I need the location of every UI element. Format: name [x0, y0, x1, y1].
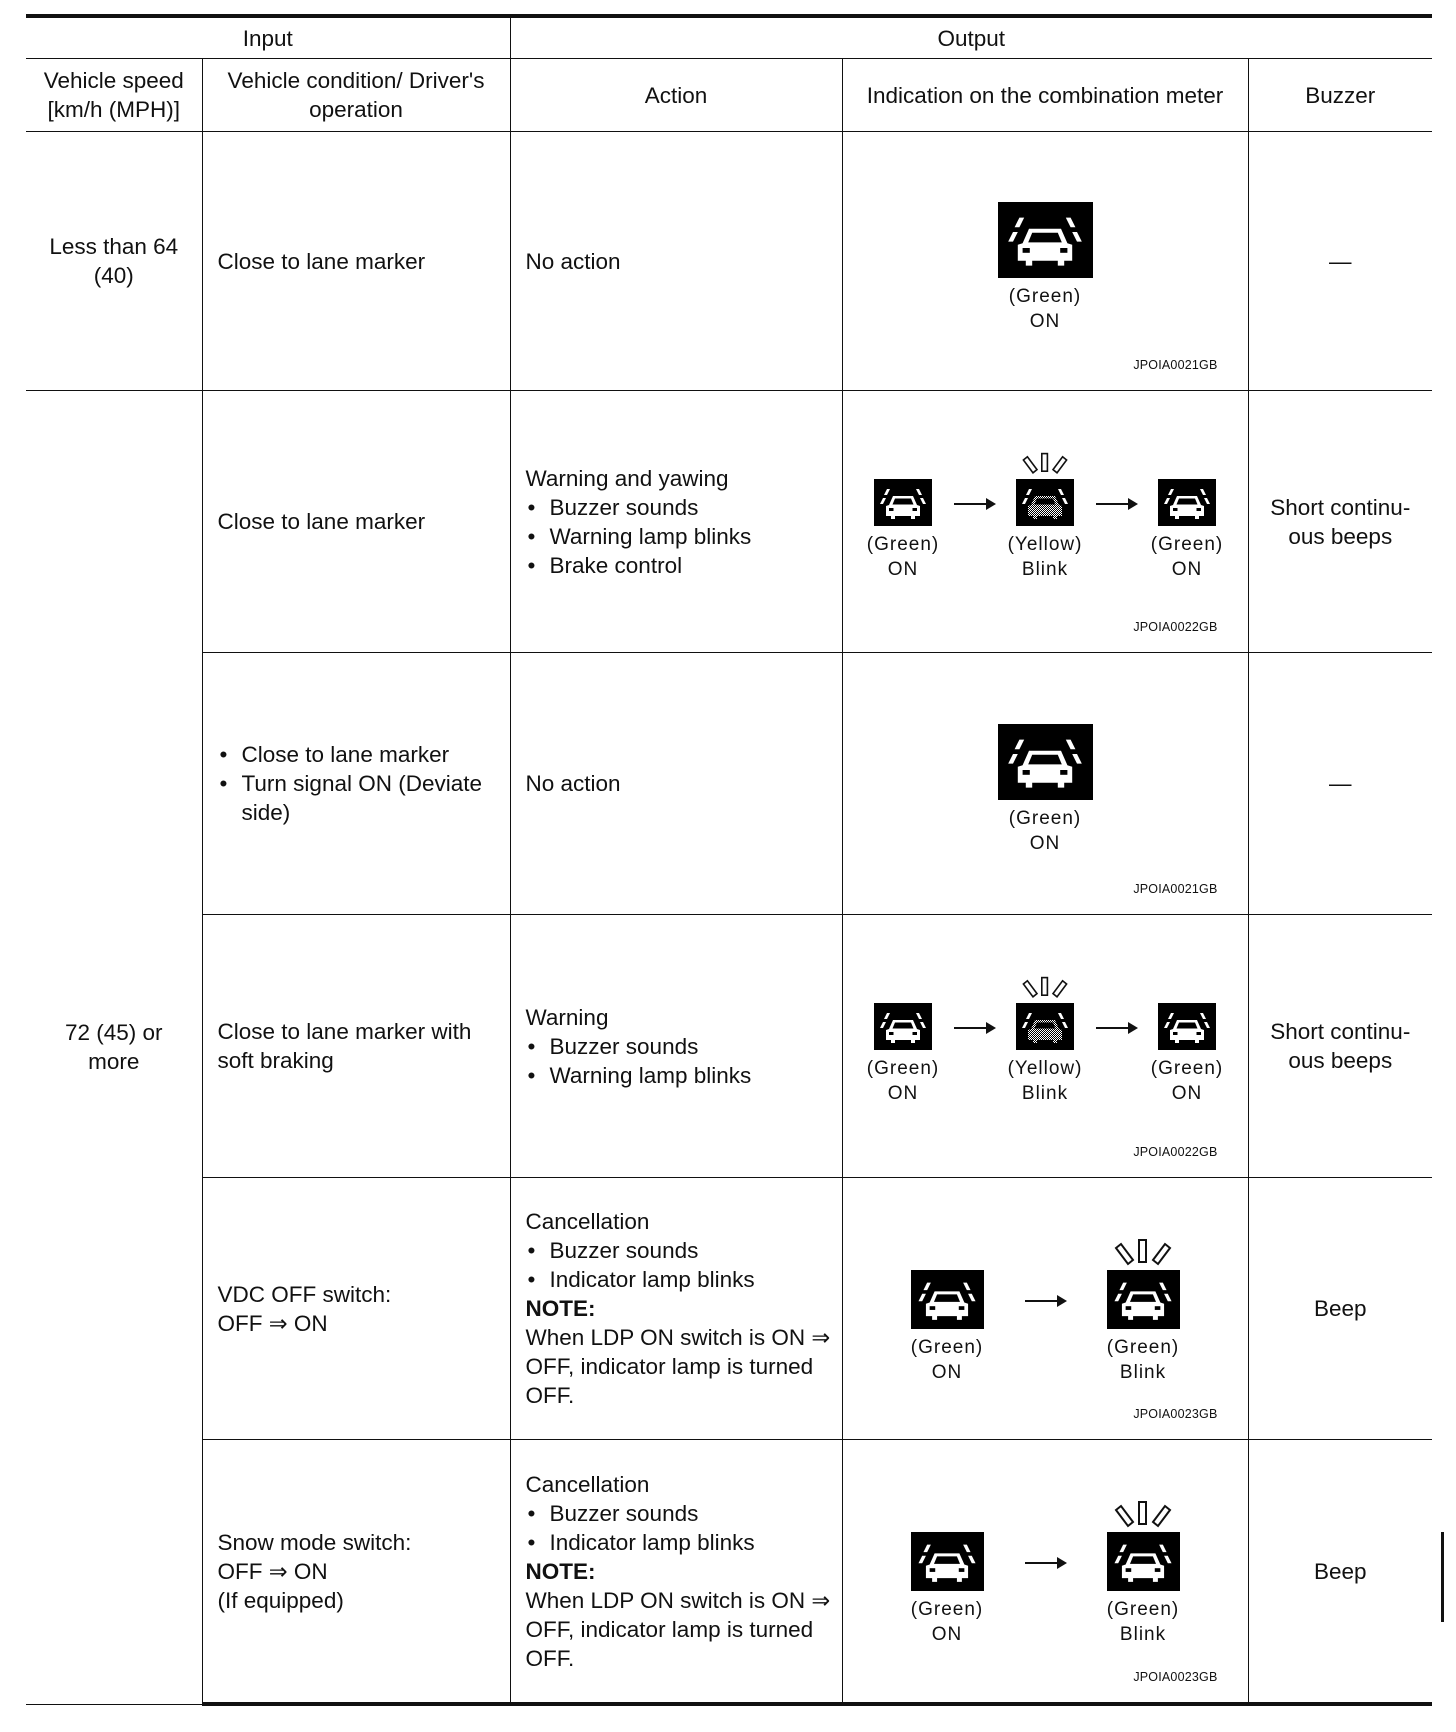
- figure-code: JPOIA0021GB: [1133, 882, 1218, 896]
- indication-cell: [842, 391, 1248, 653]
- note-text: When LDP ON switch is ON ⇒ OFF, indicator lamp is turned OFF.: [525, 1587, 831, 1671]
- indicator-color: (Green): [910, 1337, 984, 1358]
- condition-cell: Close to lane marker with soft braking: [202, 915, 510, 1178]
- lane-departure-indicator-icon: [1107, 1270, 1180, 1329]
- buzzer-cell: Short continu-ous beeps: [1248, 915, 1432, 1178]
- indicator-status: ON: [1029, 311, 1061, 332]
- action-item: • Buzzer sounds: [526, 493, 834, 522]
- buzzer-cell: Short continu-ous beeps: [1248, 391, 1432, 653]
- action-cell: [510, 391, 842, 653]
- figure-code: JPOIA0021GB: [1133, 358, 1218, 372]
- table-row: [26, 653, 1432, 915]
- indicator-color: (Green): [866, 534, 940, 555]
- lane-departure-indicator-icon: [998, 202, 1093, 278]
- indication-cell: [842, 653, 1248, 915]
- header-indication: Indication on the combination meter: [842, 59, 1248, 132]
- indicator-status: Blink: [1021, 559, 1069, 580]
- action-item: • Brake control: [526, 551, 834, 580]
- indicator-color: (Green): [1008, 808, 1082, 829]
- revision-bar: [1441, 1532, 1444, 1622]
- note-text: When LDP ON switch is ON ⇒ OFF, indicator lamp is turned OFF.: [525, 1325, 831, 1408]
- table-row: [26, 391, 1432, 653]
- buzzer-cell: —: [1248, 132, 1432, 391]
- note-label: NOTE:: [525, 1558, 596, 1584]
- indicator-color: (Green): [1150, 1058, 1224, 1079]
- condition-item: • Turn signal ON (Deviate side): [218, 769, 502, 827]
- indicator-color: (Green): [1150, 534, 1224, 555]
- blink-rays-icon: [1021, 975, 1069, 1001]
- header-input: Input: [26, 16, 510, 59]
- buzzer-cell: —: [1248, 653, 1432, 915]
- lane-departure-indicator-icon: [1158, 1003, 1216, 1050]
- buzzer-cell: Beep: [1248, 1440, 1432, 1705]
- indicator-color: (Green): [1106, 1599, 1180, 1620]
- condition-line: Snow mode switch:: [217, 1529, 412, 1555]
- action-item: • Buzzer sounds: [526, 1236, 834, 1265]
- condition-cell: Close to lane marker: [202, 391, 510, 653]
- arrow-right-icon: [1096, 1027, 1136, 1029]
- lane-departure-indicator-icon: [911, 1270, 984, 1329]
- header-vehicle-speed: Vehicle speed [km/h (MPH)]: [26, 59, 202, 132]
- lane-departure-indicator-icon: [1107, 1532, 1180, 1591]
- table-row: [26, 1440, 1432, 1705]
- action-item: • Indicator lamp blinks: [526, 1528, 834, 1557]
- indicator-status: ON: [1171, 1083, 1203, 1104]
- speed-cell: [26, 132, 202, 391]
- lane-departure-indicator-icon: [874, 479, 932, 526]
- table-row: [26, 1178, 1432, 1440]
- condition-cell: [202, 1178, 510, 1440]
- buzzer-cell: Beep: [1248, 1178, 1432, 1440]
- speed-cell: [26, 391, 202, 1705]
- lane-departure-indicator-icon: [874, 1003, 932, 1050]
- note-label: NOTE:: [525, 1296, 596, 1321]
- arrow-right-icon: [1096, 503, 1136, 505]
- indicator-status: Blink: [1021, 1083, 1069, 1104]
- condition-cell: [202, 653, 510, 915]
- indicator-color: (Yellow): [1007, 1058, 1083, 1079]
- action-title: Cancellation: [525, 1209, 650, 1234]
- condition-line: VDC OFF switch:: [217, 1281, 392, 1307]
- lane-departure-indicator-icon: [911, 1532, 984, 1591]
- action-title: Warning and yawing: [525, 465, 729, 491]
- condition-line: OFF ⇒ ON: [217, 1310, 328, 1336]
- action-item: • Warning lamp blinks: [526, 522, 834, 551]
- arrow-right-icon: [954, 503, 994, 505]
- condition-cell: Close to lane marker: [202, 132, 510, 391]
- indicator-status: ON: [931, 1624, 963, 1645]
- header-vehicle-condition: Vehicle condition/ Driver's operation: [202, 59, 510, 132]
- figure-code: JPOIA0022GB: [1133, 1145, 1218, 1159]
- indicator-color: (Green): [866, 1058, 940, 1079]
- condition-line: (If equipped): [217, 1587, 344, 1613]
- table-row: [26, 132, 1432, 391]
- condition-cell: [202, 1440, 510, 1705]
- speed-value: 72 (45) or more: [64, 1020, 163, 1075]
- indicator-status: ON: [887, 1083, 919, 1104]
- indication-cell: [842, 1440, 1248, 1705]
- header-output: Output: [510, 16, 1432, 59]
- condition-item: • Close to lane marker: [218, 740, 502, 769]
- indicator-status: Blink: [1119, 1362, 1167, 1383]
- indicator-color: (Yellow): [1007, 534, 1083, 555]
- lane-departure-indicator-icon: [1158, 479, 1216, 526]
- blink-rays-icon: [1021, 451, 1069, 477]
- action-cell: [510, 1178, 842, 1440]
- action-cell: No action: [510, 653, 842, 915]
- indication-cell: [842, 1178, 1248, 1440]
- table-row: [26, 915, 1432, 1178]
- action-item: • Indicator lamp blinks: [526, 1265, 834, 1294]
- header-buzzer: Buzzer: [1248, 59, 1432, 132]
- figure-code: JPOIA0022GB: [1133, 620, 1218, 634]
- action-cell: [510, 1440, 842, 1705]
- action-item: • Buzzer sounds: [526, 1032, 834, 1061]
- indicator-color: (Green): [1008, 286, 1082, 307]
- action-item: • Warning lamp blinks: [526, 1061, 834, 1090]
- header-action: Action: [510, 59, 842, 132]
- action-cell: No action: [510, 132, 842, 391]
- speed-value: Less than 64 (40): [49, 234, 179, 288]
- indicator-status: ON: [1171, 559, 1203, 580]
- condition-line: OFF ⇒ ON: [217, 1558, 328, 1584]
- action-title: Cancellation: [525, 1471, 650, 1497]
- indicator-status: ON: [887, 559, 919, 580]
- lane-departure-warning-icon: [1016, 1003, 1074, 1050]
- indicator-status: ON: [1029, 833, 1061, 854]
- action-title: Warning: [525, 1004, 609, 1030]
- indicator-status: Blink: [1119, 1624, 1167, 1645]
- figure-code: JPOIA0023GB: [1133, 1407, 1218, 1421]
- indicator-color: (Green): [910, 1599, 984, 1620]
- lane-departure-warning-icon: [1016, 479, 1074, 526]
- figure-code: JPOIA0023GB: [1133, 1670, 1218, 1684]
- indicator-status: ON: [931, 1362, 963, 1383]
- action-cell: [510, 915, 842, 1178]
- blink-rays-icon: [1113, 1500, 1173, 1530]
- ldp-operation-table: [26, 14, 1432, 1706]
- action-item: • Buzzer sounds: [526, 1499, 834, 1528]
- lane-departure-indicator-icon: [998, 724, 1093, 800]
- arrow-right-icon: [954, 1027, 994, 1029]
- arrow-right-icon: [1025, 1300, 1065, 1302]
- arrow-right-icon: [1025, 1562, 1065, 1564]
- indicator-color: (Green): [1106, 1337, 1180, 1358]
- blink-rays-icon: [1113, 1238, 1173, 1268]
- indication-cell: [842, 132, 1248, 391]
- indication-cell: [842, 915, 1248, 1178]
